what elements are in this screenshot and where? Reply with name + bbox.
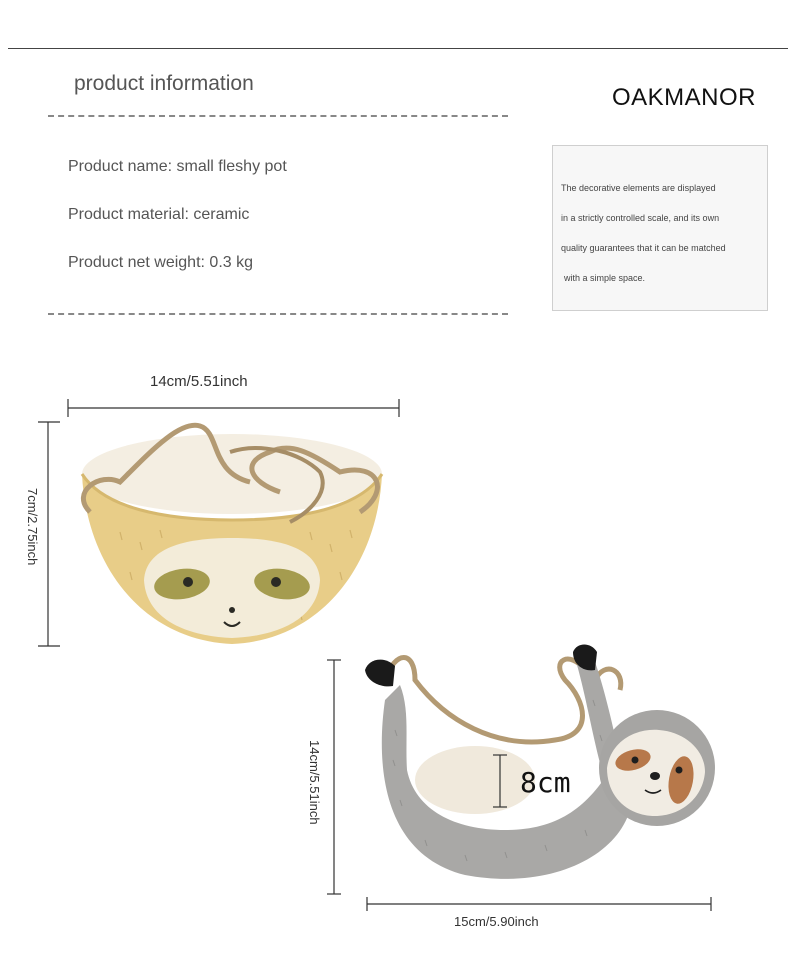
bowl-width-label: 14cm/5.51inch [150,373,248,390]
product-name-line: Product name: small fleshy pot [68,158,287,175]
sloth-depth-label: 8cm [520,766,571,799]
product-material-line: Product material: ceramic [68,206,250,223]
brand-name: OAKMANOR [612,84,757,111]
product-weight-line: Product net weight: 0.3 kg [68,254,253,271]
description-line: quality guarantees that it can be matched [561,243,726,253]
sloth-width-label: 15cm/5.90inch [454,914,539,929]
description-line: The decorative elements are displayed [561,183,716,193]
sloth-height-label: 14cm/5.51inch [307,740,322,825]
description-line: in a strictly controlled scale, and its own [561,213,720,223]
bowl-height-label: 7cm/2.75inch [25,488,40,566]
sloth-bowl-image [60,412,405,652]
description-line: with a simple space. [564,273,646,283]
section-title: product information [74,72,254,95]
